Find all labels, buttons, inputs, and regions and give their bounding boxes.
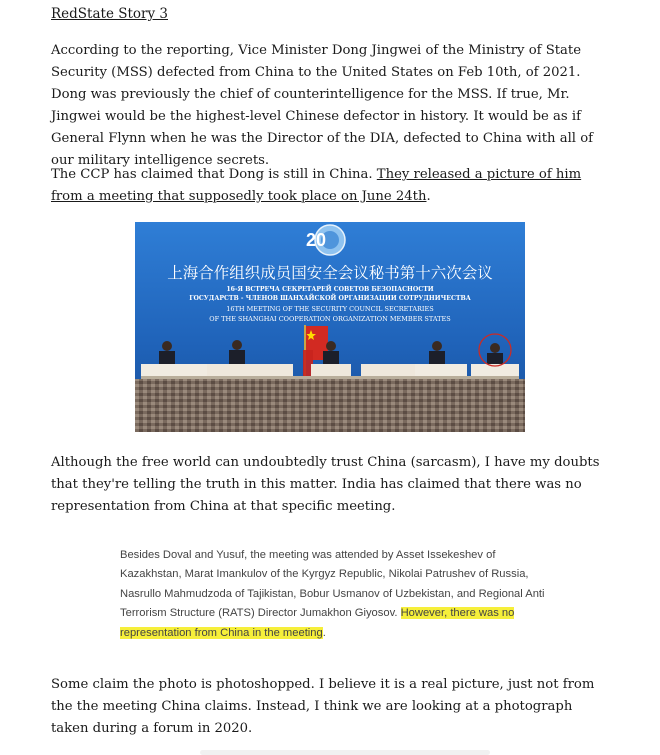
p2-end: . — [426, 189, 431, 204]
banner-english-1: 16TH MEETING OF THE SECURITY COUNCIL SECRETARIES — [226, 305, 434, 313]
paragraph-ccp-claim — [51, 164, 611, 208]
india-quote — [120, 546, 560, 643]
carpet — [135, 379, 525, 432]
quote-highlight: However, there was no representation from China in the meeting — [120, 607, 515, 639]
conference-tables — [141, 364, 519, 379]
story-link[interactable]: RedState Story 3 — [51, 6, 168, 22]
banner-russian-2: ГОСУДАРСТВ - ЧЛЕНОВ ШАНХАЙСКОЙ ОРГАНИЗАЦИИ СОТРУДНИЧЕСТВА — [189, 295, 471, 302]
p2-text: The CCP has claimed that Dong is still in China. — [51, 167, 377, 182]
banner-chinese: 上海合作组织成员国安全会议秘书第十六次会议 — [167, 264, 493, 282]
logo-number: 20 — [306, 230, 327, 250]
photo-source-link[interactable]: They released a picture of him from a meeting that supposedly took place on June 24th — [51, 167, 582, 204]
paragraph-photoshop: Some claim the photo is photoshopped. I believe it is a real picture, just not from the the meeting China claims. Instead, I think we are looking at a photograph taken during a forum in 2020. — [51, 677, 595, 736]
meeting-photo-svg — [135, 222, 525, 432]
banner-russian-1: 16-Я ВСТРЕЧА СЕКРЕТАРЕЙ СОВЕТОВ БЕЗОПАСНОСТИ — [226, 286, 434, 293]
paragraph-doubts: Although the free world can undoubtedly trust China (sarcasm), I have my doubts that they're telling the truth in this matter. India has claimed that there was no representation from China at that specific meeting. — [51, 455, 600, 514]
quote-text: Besides Doval and Yusuf, the meeting was attended by Asset Issekeshev of Kazakhstan, Marat Imankulov of the Kyrgyz Republic, Nikolai Patrushev of Russia, Nasrullo Mahmudzoda of Tajikistan, Bobur Usmanov of Uzbekistan, and Regional Anti Terrorism Structure (RATS) Director Jumakhon Giyosov. — [120, 549, 545, 620]
next-image-edge — [200, 750, 490, 755]
paragraph-defection: According to the reporting, Vice Minister Dong Jingwei of the Ministry of State Security (MSS) defected from China to the United States on Feb 10th, of 2021. Dong was previously the chief of counterintelligence for the MSS. If true, Mr. Jingwei would be the highest-level Chinese defector in history. It would be as if General Flynn when he was the Director of the DIA, defected to China with all of our military intelligence secrets. — [51, 43, 594, 168]
meeting-photo — [135, 222, 525, 432]
quote-end: . — [322, 626, 326, 639]
banner-english-2: OF THE SHANGHAI COOPERATION ORGANIZATION MEMBER STATES — [209, 315, 451, 323]
